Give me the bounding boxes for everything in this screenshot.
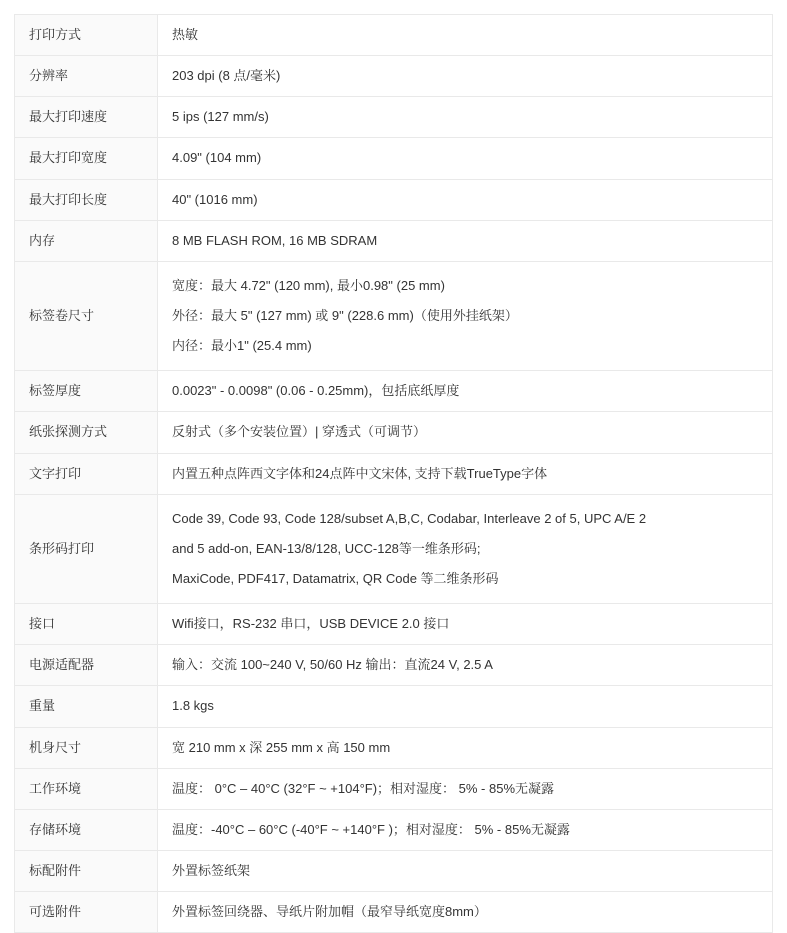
spec-label: 可选附件 <box>15 892 158 933</box>
spec-value <box>158 56 773 97</box>
table-row <box>15 604 773 645</box>
table-row <box>15 56 773 97</box>
spec-value <box>158 261 773 370</box>
table-row <box>15 371 773 412</box>
spec-value-line: 宽度：最大 4.72" (120 mm), 最小0.98" (25 mm) <box>172 277 445 293</box>
spec-value <box>158 645 773 686</box>
spec-label: 最大打印长度 <box>15 179 158 220</box>
table-row <box>15 727 773 768</box>
spec-label: 最大打印速度 <box>15 97 158 138</box>
spec-value-line: 1.8 kgs <box>172 698 214 714</box>
spec-value-line: 0.0023" - 0.0098" (0.06 - 0.25mm)，包括底纸厚度 <box>172 383 460 399</box>
spec-value-line: 4.09" (104 mm) <box>172 150 262 166</box>
spec-value <box>158 412 773 453</box>
spec-label: 标签厚度 <box>15 371 158 412</box>
table-row <box>15 261 773 370</box>
table-row <box>15 412 773 453</box>
spec-label: 内存 <box>15 220 158 261</box>
spec-value-line: MaxiCode, PDF417, Datamatrix, QR Code 等二维条形码 <box>172 570 499 586</box>
table-row <box>15 850 773 891</box>
spec-value <box>158 768 773 809</box>
spec-value-line: 热敏 <box>172 27 199 42</box>
spec-value <box>158 686 773 727</box>
spec-label: 最大打印宽度 <box>15 138 158 179</box>
table-row <box>15 892 773 933</box>
table-row <box>15 809 773 850</box>
table-row <box>15 15 773 56</box>
spec-label: 接口 <box>15 604 158 645</box>
spec-label: 打印方式 <box>15 15 158 56</box>
spec-label: 标签卷尺寸 <box>15 261 158 370</box>
spec-value-line: 203 dpi (8 点/毫米) <box>172 68 281 84</box>
spec-value <box>158 494 773 603</box>
spec-table-body <box>15 15 773 933</box>
table-row <box>15 220 773 261</box>
spec-label: 文字打印 <box>15 453 158 494</box>
spec-value-line: and 5 add-on, EAN-13/8/128, UCC-128等一维条形码; <box>172 540 481 556</box>
spec-value <box>158 727 773 768</box>
spec-label: 电源适配器 <box>15 645 158 686</box>
spec-value <box>158 15 773 56</box>
table-row <box>15 645 773 686</box>
spec-label: 分辨率 <box>15 56 158 97</box>
spec-value-line: 外置标签纸架 <box>172 862 251 878</box>
table-row <box>15 453 773 494</box>
spec-value <box>158 179 773 220</box>
spec-label: 工作环境 <box>15 768 158 809</box>
spec-value <box>158 850 773 891</box>
spec-label: 重量 <box>15 686 158 727</box>
spec-label: 标配附件 <box>15 850 158 891</box>
spec-value-line: 宽 210 mm x 深 255 mm x 高 150 mm <box>172 739 391 755</box>
table-row <box>15 768 773 809</box>
spec-label: 纸张探测方式 <box>15 412 158 453</box>
table-row <box>15 494 773 603</box>
spec-value-line: 温度： 0°C – 40°C (32°F ~ +104°F)；相对湿度： 5% - 85%无凝露 <box>172 780 555 796</box>
spec-value-line: 内径：最小1" (25.4 mm) <box>172 338 312 354</box>
spec-value-line: 5 ips (127 mm/s) <box>172 109 269 125</box>
spec-value <box>158 892 773 933</box>
spec-value-line: Code 39, Code 93, Code 128/subset A,B,C, Codabar, Interleave 2 of 5, UPC A/E 2 <box>172 510 647 526</box>
specification-table <box>14 14 773 933</box>
table-row <box>15 138 773 179</box>
spec-value-line: 内置五种点阵西文字体和24点阵中文宋体, 支持下载TrueType字体 <box>172 465 548 481</box>
spec-value <box>158 809 773 850</box>
spec-value <box>158 371 773 412</box>
spec-value-line: 输入：交流 100~240 V, 50/60 Hz 输出：直流24 V, 2.5 A <box>172 657 493 673</box>
spec-value <box>158 453 773 494</box>
spec-value-line: Wifi接口，RS-232 串口，USB DEVICE 2.0 接口 <box>172 616 450 632</box>
spec-value <box>158 604 773 645</box>
spec-value-line: 8 MB FLASH ROM, 16 MB SDRAM <box>172 232 378 248</box>
table-row <box>15 97 773 138</box>
spec-label: 机身尺寸 <box>15 727 158 768</box>
spec-value <box>158 220 773 261</box>
spec-value-line: 外径：最大 5" (127 mm) 或 9" (228.6 mm)（使用外挂纸架） <box>172 307 518 323</box>
spec-value <box>158 97 773 138</box>
spec-value <box>158 138 773 179</box>
table-row <box>15 179 773 220</box>
spec-value-line: 40" (1016 mm) <box>172 191 258 207</box>
spec-value-line: 反射式（多个安装位置）| 穿透式（可调节） <box>172 424 426 440</box>
table-row <box>15 686 773 727</box>
spec-value-line: 温度：-40°C – 60°C (-40°F ~ +140°F )；相对湿度： 5% - 85%无凝露 <box>172 821 570 837</box>
spec-label: 条形码打印 <box>15 494 158 603</box>
spec-label: 存储环境 <box>15 809 158 850</box>
spec-value-line: 外置标签回绕器、导纸片附加帽（最窄导纸宽度8mm） <box>172 904 487 920</box>
